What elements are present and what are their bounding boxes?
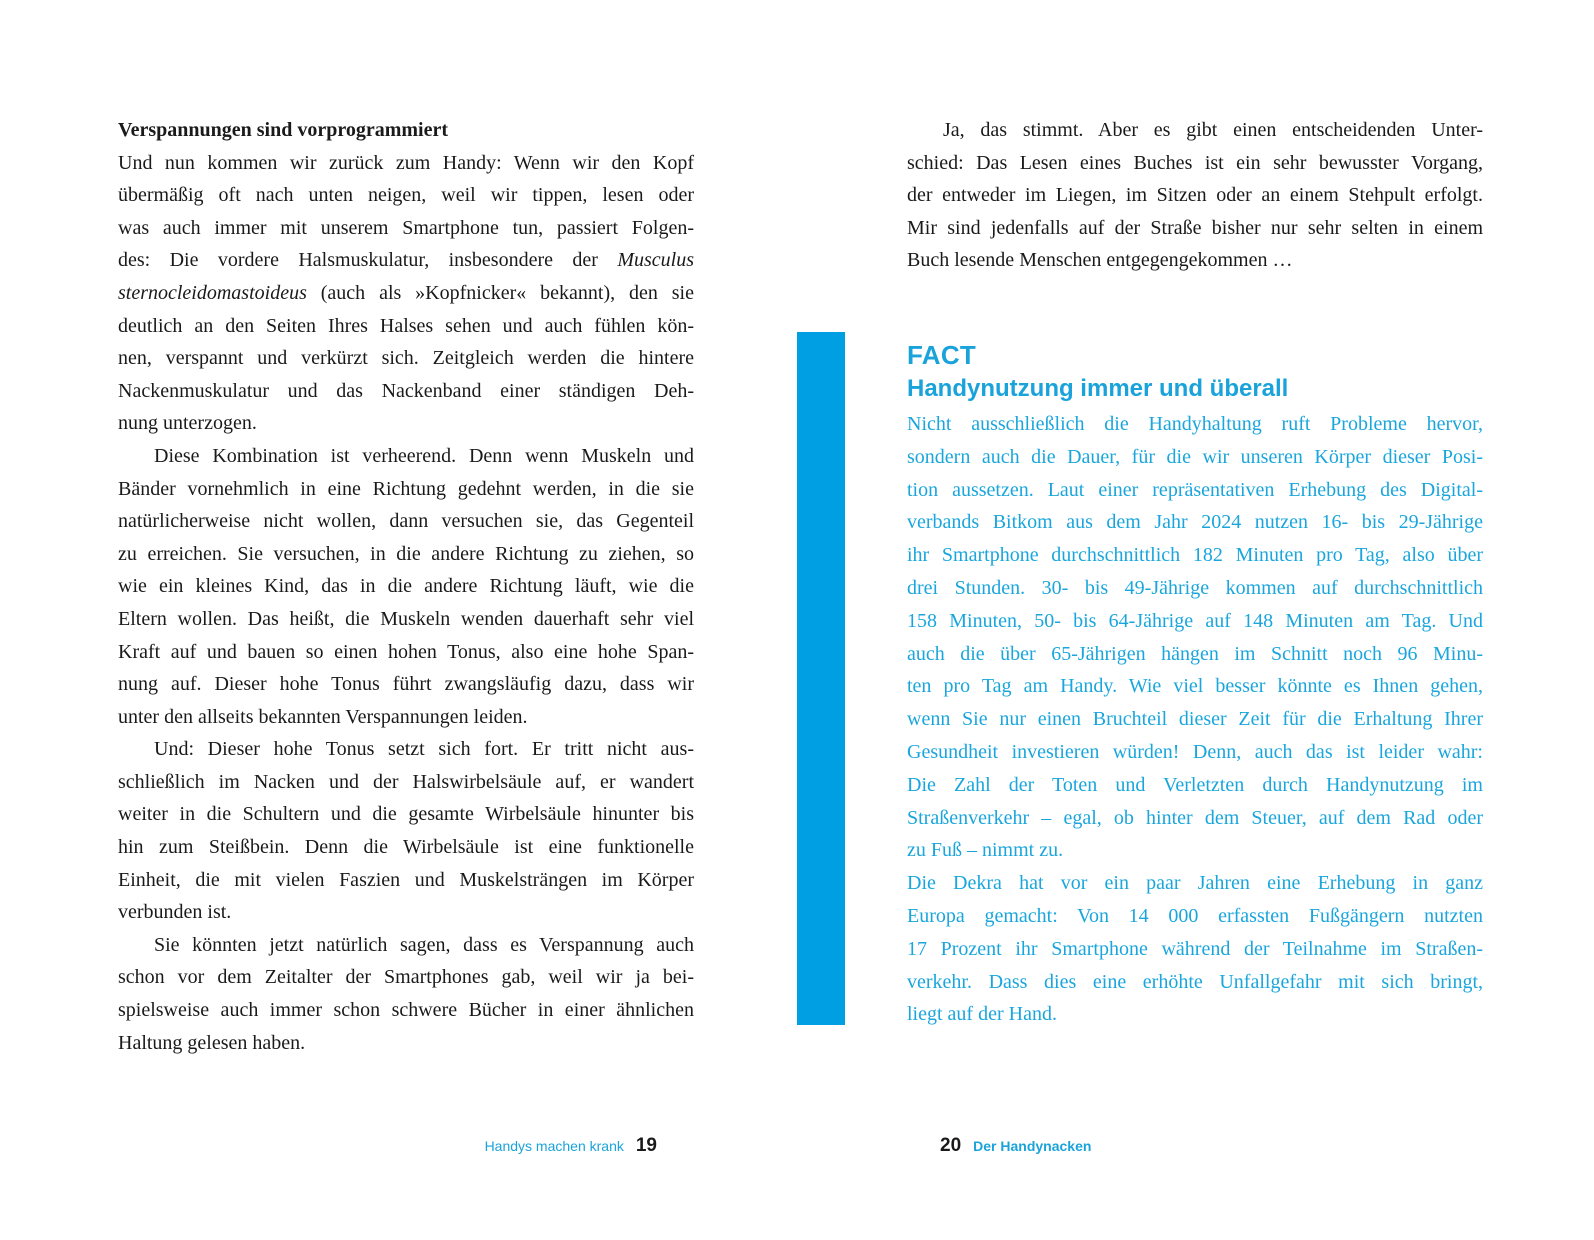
text-line: verbunden ist. — [118, 901, 232, 924]
fact-line: auch die über 65-Jährigen hängen im Schnitt noch 96 Minu- — [907, 642, 1483, 665]
text-line: nen, verspannt und verkürzt sich. Zeitgleich werden die hintere — [118, 347, 694, 370]
text-line: Kraft auf und bauen so einen hohen Tonus, also eine hohe Span- — [118, 640, 694, 663]
text-segment: des: Die vordere Halsmuskulatur, insbesondere der — [118, 249, 598, 272]
section-heading: Verspannungen sind vorprogrammiert — [118, 119, 449, 141]
text-line: deutlich an den Seiten Ihres Halses sehen und auch fühlen kön- — [118, 314, 694, 337]
fact-line: Die Zahl der Toten und Verletzten durch Handynutzung im — [907, 773, 1483, 796]
running-footer-left — [485, 1135, 797, 1157]
text-line: wie ein kleines Kind, das in die andere Richtung läuft, wie die — [118, 575, 694, 598]
fact-line: ihr Smartphone durchschnittlich 182 Minuten pro Tag, also über — [907, 544, 1483, 567]
italic-term: sternocleidomastoideus — [118, 281, 307, 304]
text-line: schied: Das Lesen eines Buches ist ein sehr bewusster Vorgang, — [907, 151, 1483, 174]
text-line: Buch lesende Menschen entgegengekommen … — [907, 249, 1293, 272]
text-line: hin zum Steißbein. Denn die Wirbelsäule ist eine funktionelle — [118, 836, 694, 859]
text-line: der entweder im Liegen, im Sitzen oder an einem Stehpult erfolgt. — [907, 184, 1483, 207]
text-line-with-italic — [118, 277, 694, 310]
text-line-with-italic — [118, 244, 694, 277]
fact-line: sondern auch die Dauer, für die wir unseren Körper dieser Posi- — [907, 445, 1483, 468]
fact-line: verbands Bitkom aus dem Jahr 2024 nutzen 16- bis 29-Jährige — [907, 511, 1483, 534]
page-number: 20 — [940, 1135, 962, 1156]
fact-line: zu Fuß – nimmt zu. — [907, 839, 1064, 862]
fact-line: drei Stunden. 30- bis 49-Jährige kommen auf durchschnittlich — [907, 576, 1483, 599]
text-line: Ja, das stimmt. Aber es gibt einen entscheidenden Unter- — [943, 119, 1483, 141]
text-line: spielsweise auch immer schon schwere Bücher in einer ähnlichen — [118, 999, 694, 1022]
footer-title: Handys machen krank — [484, 1138, 624, 1154]
fact-label: FACT — [907, 340, 977, 370]
text-line: Eltern wollen. Das heißt, die Muskeln wenden dauerhaft sehr viel — [118, 607, 694, 630]
text-line: Haltung gelesen haben. — [118, 1031, 306, 1054]
fact-line: tion aussetzen. Laut einer repräsentativen Erhebung des Digital- — [907, 478, 1483, 501]
text-line: Und: Dieser hohe Tonus setzt sich fort. Er tritt nicht aus- — [154, 738, 694, 761]
text-line: natürlicherweise nicht wollen, dann versuchen sie, das Gegenteil — [118, 510, 694, 533]
text-line: schließlich im Nacken und der Halswirbelsäule auf, er wandert — [118, 770, 694, 793]
running-footer-right — [940, 1135, 1091, 1157]
page-number: 19 — [635, 1135, 657, 1156]
fact-body — [907, 408, 1483, 1031]
text-line: zu erreichen. Sie versuchen, in die andere Richtung zu ziehen, so — [118, 542, 694, 565]
text-line: Bänder vornehmlich in eine Richtung gedehnt werden, in die sie — [118, 477, 694, 500]
fact-line: Gesundheit investieren würden! Denn, auch das ist leider wahr: — [907, 740, 1483, 763]
text-line: weiter in die Schultern und die gesamte Wirbelsäule hinunter bis — [118, 803, 694, 826]
fact-line: Nicht ausschließlich die Handyhaltung ruft Probleme hervor, — [907, 413, 1483, 435]
text-line: Nackenmuskulatur und das Nackenband einer ständigen Deh- — [118, 379, 694, 402]
text-line: Mir sind jedenfalls auf der Straße bisher nur sehr selten in einem — [907, 216, 1483, 239]
fact-accent-bar — [797, 332, 845, 1025]
fact-line: 158 Minuten, 50- bis 64-Jährige auf 148 Minuten am Tag. Und — [907, 609, 1483, 632]
fact-line: Die Dekra hat vor ein paar Jahren eine Erhebung in ganz — [907, 872, 1483, 895]
text-segment: (auch als »Kopfnicker« bekannt), den sie — [320, 281, 694, 304]
footer-title: Der Handynacken — [973, 1138, 1092, 1154]
text-line: schon vor dem Zeitalter der Smartphones gab, weil wir ja bei- — [118, 966, 694, 989]
text-line: Einheit, die mit vielen Faszien und Muskelsträngen im Körper — [118, 868, 694, 891]
fact-line: wenn Sie nur einen Bruchteil dieser Zeit für die Erhaltung Ihrer — [907, 708, 1483, 731]
fact-title: Handynutzung immer und überall — [907, 375, 1289, 402]
fact-line: liegt auf der Hand. — [907, 1003, 1057, 1026]
right-column — [907, 114, 1483, 277]
left-column — [118, 114, 694, 1059]
fact-box — [907, 338, 1483, 1031]
fact-line: 17 Prozent ihr Smartphone während der Teilnahme im Straßen- — [907, 937, 1483, 960]
text-line: übermäßig oft nach unten neigen, weil wir tippen, lesen oder — [118, 184, 694, 207]
fact-line: Straßenverkehr – egal, ob hinter dem Steuer, auf dem Rad oder — [907, 806, 1483, 829]
text-line: nung auf. Dieser hohe Tonus führt zwangsläufig dazu, dass wir — [118, 673, 694, 696]
fact-line: Europa gemacht: Von 14 000 erfassten Fußgängern nutzten — [907, 904, 1483, 927]
text-line: nung unterzogen. — [118, 412, 257, 435]
fact-line: ten pro Tag am Handy. Wie viel besser könnte es Ihnen gehen, — [907, 675, 1483, 698]
italic-term: Musculus — [617, 249, 695, 272]
right-page — [797, 0, 1594, 1240]
text-line: Diese Kombination ist verheerend. Denn wenn Muskeln und — [154, 444, 694, 467]
text-line: was auch immer mit unserem Smartphone tun, passiert Folgen- — [118, 216, 694, 239]
text-line: Sie könnten jetzt natürlich sagen, dass es Verspannung auch — [154, 933, 694, 956]
text-line: Und nun kommen wir zurück zum Handy: Wenn wir den Kopf — [118, 151, 694, 174]
fact-line: verkehr. Dass dies eine erhöhte Unfallgefahr mit sich bringt, — [907, 970, 1483, 993]
text-line: unter den allseits bekannten Verspannungen leiden. — [118, 705, 528, 728]
